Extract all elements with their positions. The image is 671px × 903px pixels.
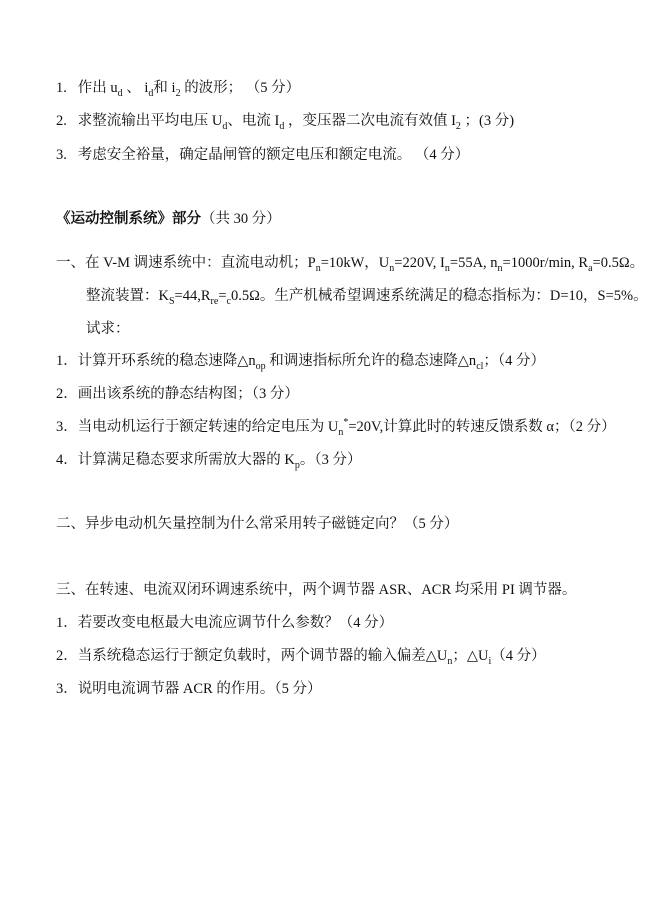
question-1-2: 2. 求整流输出平均电压 $U_d$、电流 $I_d$ ，变压器二次电流有效值 $I_2$ ；(3 分): [56, 113, 515, 132]
problem-1-q2: 2．画出该系统的静态结构图；（3 分）: [56, 386, 299, 402]
problem-1-stem-cont: 整流装置：$K_S=44,R_{re}=_c0.5\Omega$。生产机械希望调速系统满足的稳态指标为：D=10，S=5%。: [86, 288, 648, 307]
problem-1-ask: 试求：: [86, 321, 130, 337]
problem-3-stem: 三、在转速、电流双闭环调速系统中，两个调节器 ASR、ACR 均采用 PI 调节器。: [56, 582, 577, 598]
problem-3-q2: 2．当系统稳态运行于额定负载时，两个调节器的输入偏差$\triangle U_n$；$\triangle U_i(4$ 分）: [56, 648, 546, 667]
problem-3-q1: 1．若要改变电枢最大电流应调节什么参数？（4 分）: [56, 615, 394, 631]
question-1-3: 3. 考虑安全裕量，确定晶闸管的额定电压和额定电流。 （4 分）: [56, 147, 470, 163]
problem-3-q3: 3．说明电流调节器 ACR 的作用。（5 分）: [56, 681, 322, 697]
problem-1-stem: 一、在 V-M 调速系统中：直流电动机；$P_n=10kW$，$U_n=220V$, $I_n=55A$, $n_n=1000r/\min$, $R_a=0.5\Omega$。: [56, 255, 645, 274]
section-title: 《运动控制系统》部分（共 30 分）: [56, 211, 281, 227]
problem-2: 二、异步电动机矢量控制为什么常采用转子磁链定向？（5 分）: [56, 516, 459, 532]
question-1-1: 1. 作出 $u_d$ 、 $i_d$和 $i_2$ 的波形； （5 分）: [56, 80, 301, 99]
problem-1-q4: 4．计算满足稳态要求所需放大器的 $K_p$。（3 分）: [56, 452, 362, 471]
problem-1-q1: 1．计算开环系统的稳态速降$\triangle n_{op}$ 和调速指标所允许的稳态速降$\triangle n_{cl}$；（4 分）: [56, 353, 546, 372]
problem-1-q3: 3．当电动机运行于额定转速的给定电压为 $U_n^*=20V$,计算此时的转速反馈系数 α；（2 分）: [56, 417, 616, 438]
